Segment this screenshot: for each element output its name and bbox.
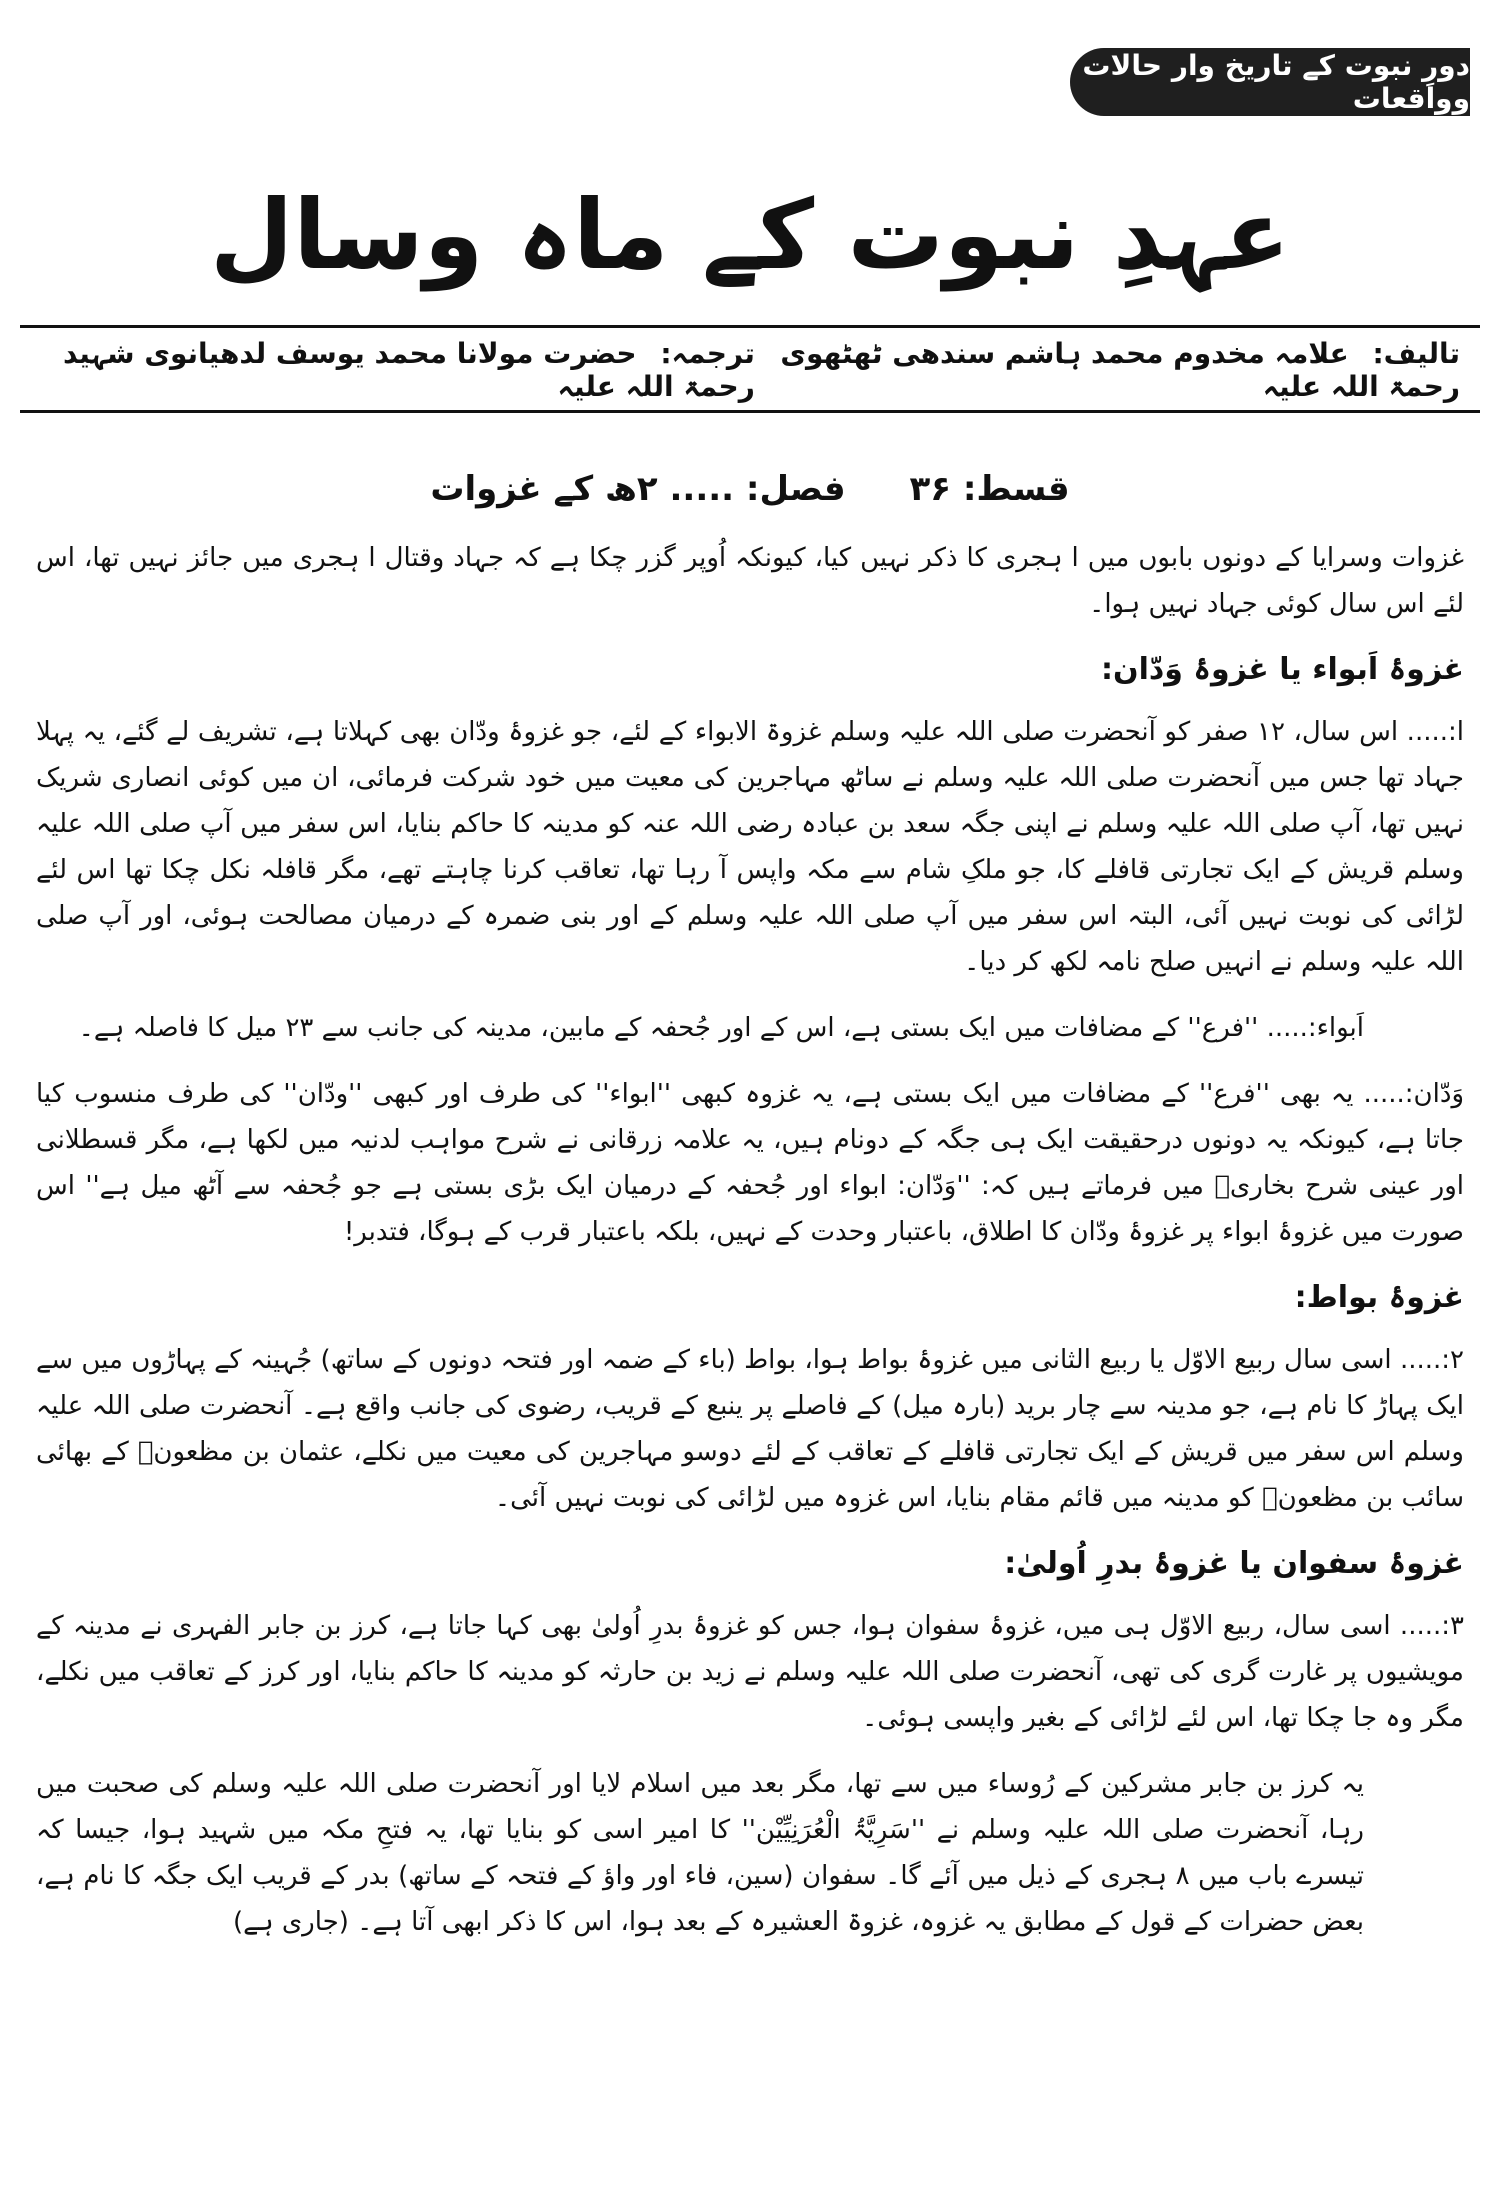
intro-paragraph: غزوات وسرایا کے دونوں بابوں میں ا ہجری کا ذکر نہیں کیا، کیونکہ اُوپر گزر چکا ہے کہ جہاد وقتال ا ہجری میں جائز نہیں تھا، اس لئے اس سال کوئی جہاد نہیں ہوا۔ (36, 543, 1464, 619)
installment-number: قسط: ۳۶ (909, 469, 1070, 509)
episode-heading (0, 468, 1500, 509)
author-credit (755, 337, 1460, 403)
translator-credit (40, 337, 755, 403)
paragraph-kurz: یہ کرز بن جابر مشرکین کے رُوساء میں سے تھا، مگر بعد میں اسلام لایا اور آنحضرت صلی اللہ علیہ وسلم کی صحبت میں رہا، آنحضرت صلی اللہ علیہ وسلم نے ''سَرِیَّۃُ الْعُرَنِیِّیْن'' کا امیر اسی کو بنایا تھا، یہ فتحِ مکہ میں شہید ہوا، جیسا کہ تیسرے باب میں ۸ ہجری کے ذیل میں آئے گا۔ سفوان (سین، فاء اور واؤ کے فتحہ کے ساتھ) بدر کے قریب ایک جگہ کا نام ہے، بعض حضرات کے قول کے مطابق یہ غزوہ، غزوۃ العشیرہ کے بعد ہوا، اس کا ذکر ابھی آتا ہے۔ (جاری ہے) (36, 1769, 1364, 1937)
chapter-title: فصل: ..... ۲ھ کے غزوات (430, 469, 846, 509)
paragraph-safwan: ۳:..... اسی سال، ربیع الاوّل ہی میں، غزوۂ سفوان ہوا، جس کو غزوۂ بدرِ اُولیٰ بھی کہا جاتا ہے، کرز بن جابر الفہری نے مدینہ کے مویشیوں پر غارت گری کی تھی، آنحضرت صلی اللہ علیہ وسلم نے زید بن حارثہ کو مدینہ کا حاکم بنایا، اور کرز کے تعاقب میں نکلے، مگر وہ جا چکا تھا، اس لئے لڑائی کے بغیر واپسی ہوئی۔ (36, 1611, 1464, 1733)
section-heading-safwan: غزوۂ سفوان یا غزوۂ بدرِ اُولیٰ: (1004, 1546, 1464, 1581)
translator-name: حضرت مولانا محمد یوسف لدھیانوی شہید رحمۃ اللہ علیہ (63, 337, 755, 403)
series-tag (1070, 48, 1470, 116)
series-tag-label: دورِ نبوت کے تاریخ وار حالات وواقعات (1082, 49, 1470, 115)
translator-label: ترجمہ: (660, 337, 755, 370)
paragraph-abwa-1: ا:..... اس سال، ۱۲ صفر کو آنحضرت صلی اللہ علیہ وسلم غزوۃ الابواء کے لئے، جو غزوۂ ودّان بھی کہلاتا ہے، تشریف لے گئے، یہ پہلا جہاد تھا جس میں آنحضرت صلی اللہ علیہ وسلم نے ساٹھ مہاجرین کی معیت میں خود شرکت فرمائی، ان میں کوئی انصاری شریک نہیں تھا، آپ صلی اللہ علیہ وسلم نے اپنی جگہ سعد بن عبادہ رضی اللہ عنہ کو مدینہ کا حاکم بنایا، اس سفر میں آپ صلی اللہ علیہ وسلم قریش کے ایک تجارتی قافلے کا، جو ملکِ شام سے مکہ واپس آ رہا تھا، تعاقب کرنا چاہتے تھے، مگر قافلہ نکل چکا تھا اس لئے لڑائی کی نوبت نہیں آئی، البتہ اس سفر میں آپ صلی اللہ علیہ وسلم کے اور بنی ضمرہ کے درمیان مصالحت ہوئی، اور آپ صلی اللہ علیہ وسلم نے انہیں صلح نامہ لکھ کر دیا۔ (36, 717, 1464, 977)
paragraph-waddan-definition: وَدّان:..... یہ بھی ''فرع'' کے مضافات میں ایک بستی ہے، یہ غزوہ کبھی ''ابواء'' کی طرف اور کبھی ''ودّان'' کی طرف منسوب کیا جاتا ہے، کیونکہ یہ دونوں درحقیقت ایک ہی جگہ کے دونام ہیں، یہ علامہ زرقانی نے شرح مواہب لدنیہ میں لکھا ہے، مگر قسطلانی اور عینی شرح بخاریؒ میں فرماتے ہیں کہ: ''وَدّان: ابواء اور جُحفہ کے درمیان ایک بڑی بستی ہے جو جُحفہ سے آٹھ میل ہے'' اس صورت میں غزوۂ ابواء پر غزوۂ ودّان کا اطلاق، باعتبار وحدت کے نہیں، بلکہ باعتبار قرب کے ہوگا، فتدبر! (36, 1079, 1464, 1247)
paragraph-abwa-definition: اَبواء:..... ''فرع'' کے مضافات میں ایک بستی ہے، اس کے اور جُحفہ کے مابین، مدینہ کی جانب سے ۲۳ میل کا فاصلہ ہے۔ (78, 1013, 1364, 1043)
credits-bar (40, 337, 1460, 403)
top-divider (20, 325, 1480, 328)
author-name: علامہ مخدوم محمد ہاشم سندھی ٹھٹھوی رحمۃ اللہ علیہ (780, 337, 1460, 403)
paragraph-buwat: ۲:..... اسی سال ربیع الاوّل یا ربیع الثانی میں غزوۂ بواط ہوا، بواط (باء کے ضمہ اور فتحہ دونوں کے ساتھ) جُہینہ کے پہاڑوں میں سے ایک پہاڑ کا نام ہے، جو مدینہ سے چار برید (بارہ میل) کے فاصلے پر ینبع کے قریب، رضوی کی جانب واقع ہے۔ آنحضرت صلی اللہ علیہ وسلم اس سفر میں قریش کے ایک تجارتی قافلے کے تعاقب کے لئے دوسو مہاجرین کی معیت میں نکلے، عثمان بن مظعونؓ کے بھائی سائب بن مظعونؓ کو مدینہ میں قائم مقام بنایا، اس غزوہ میں لڑائی کی نوبت نہیں آئی۔ (36, 1345, 1464, 1513)
article-title: عہدِ نبوت کے ماہ وسال (209, 179, 1291, 291)
section-heading-abwa: غزوۂ اَبواء یا غزوۂ وَدّان: (1101, 652, 1464, 687)
article-body (36, 535, 1464, 1965)
bottom-divider (20, 410, 1480, 413)
author-label: تالیف: (1372, 337, 1460, 370)
section-heading-buwat: غزوۂ بواط: (1294, 1280, 1464, 1315)
